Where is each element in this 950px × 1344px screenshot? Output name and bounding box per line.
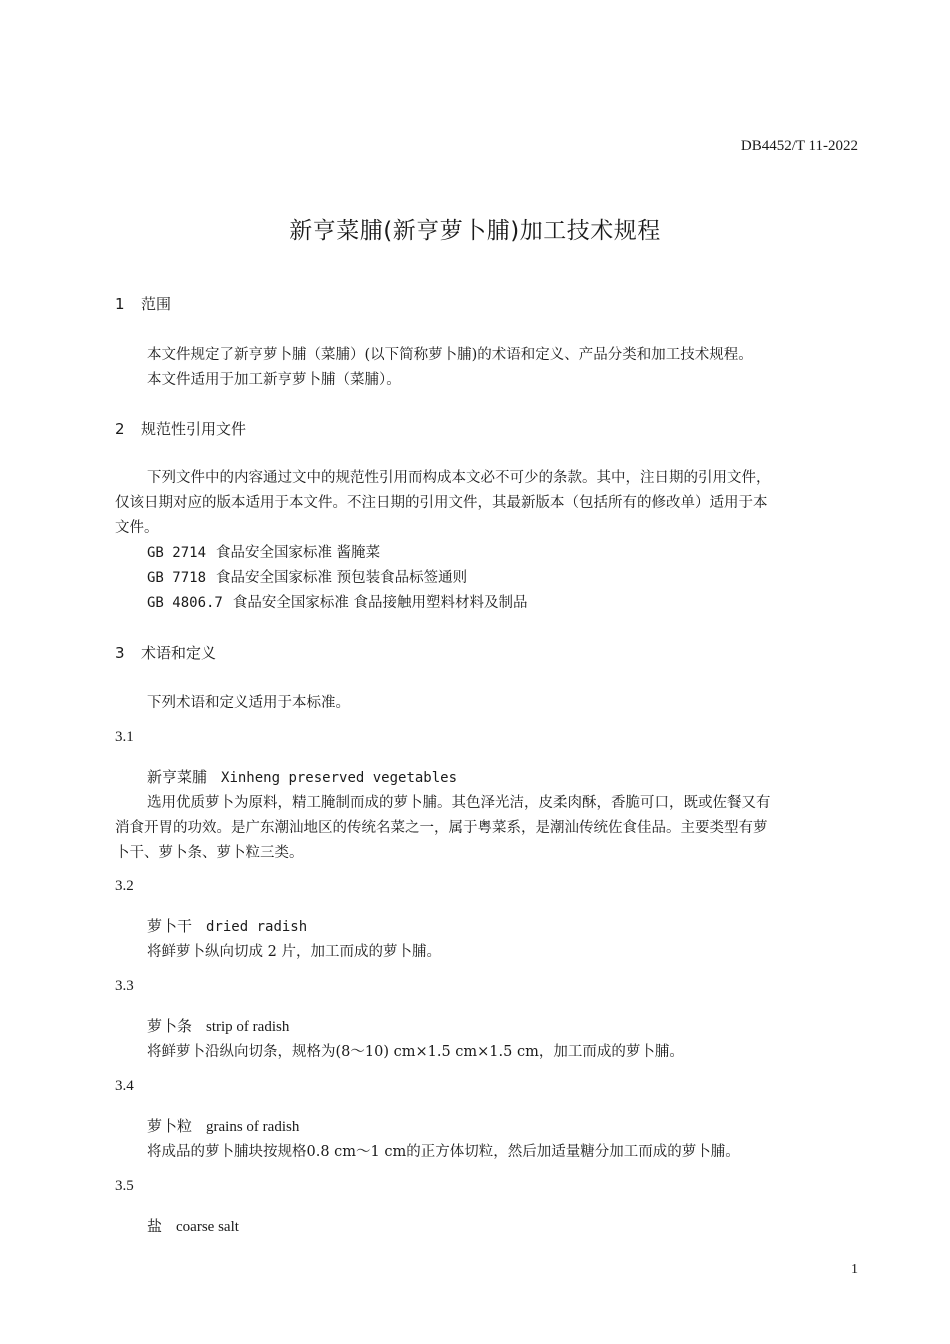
term-en: coarse salt (176, 1219, 239, 1235)
term-en: grains of radish (206, 1119, 300, 1135)
term-number: 3.4 (115, 1078, 134, 1094)
section-2-para-line-1: 下列文件中的内容通过文中的规范性引用而构成本文必不可少的条款。其中，注日期的引用文件， (147, 470, 771, 486)
section-3-intro: 下列术语和定义适用于本标准。 (147, 695, 350, 711)
term-number: 3.2 (115, 878, 134, 894)
section-1-line-1: 本文件规定了新亨萝卜脯（菜脯）(以下简称萝卜脯)的术语和定义、产品分类和加工技术规程。 (147, 347, 753, 363)
section-title: 范围 (141, 295, 172, 313)
term-cn: 萝卜粒 (147, 1117, 193, 1135)
reference-name: 食品安全国家标准 酱腌菜 (216, 545, 381, 561)
reference-code: GB 2714 (147, 545, 207, 561)
term-en: Xinheng preserved vegetables (221, 770, 458, 786)
section-title: 规范性引用文件 (141, 420, 247, 438)
term-definition-line: 将鲜萝卜沿纵向切条，规格为(8～10) cm×1.5 cm×1.5 cm，加工而成的萝卜脯。 (147, 1044, 684, 1060)
section-title: 术语和定义 (141, 644, 217, 662)
term-definition-line: 消食开胃的功效。是广东潮汕地区的传统名菜之一，属于粤菜系，是潮汕传统佐食佳品。主要类型有萝 (115, 820, 768, 836)
term-definition-line: 将鲜萝卜纵向切成 2 片，加工而成的萝卜脯。 (147, 944, 441, 960)
term-definition-line: 选用优质萝卜为原料，精工腌制而成的萝卜脯。其色泽光洁，皮柔肉酥，香脆可口，既或佐餐又有 (147, 795, 771, 811)
section-1-line-2: 本文件适用于加工新亨萝卜脯（菜脯）。 (147, 372, 401, 388)
term-heading (147, 915, 307, 936)
reference-code: GB 4806.7 (147, 595, 223, 611)
reference-item (147, 591, 527, 612)
term-cn: 萝卜条 (147, 1017, 193, 1035)
term-number: 3.5 (115, 1178, 134, 1194)
term-en: dried radish (206, 919, 308, 935)
document-number: DB4452/T 11-2022 (740, 138, 858, 154)
document-title: 新亨菜脯(新亨萝卜脯)加工技术规程 (289, 218, 661, 244)
term-cn: 盐 (147, 1217, 163, 1235)
term-cn: 萝卜干 (147, 917, 193, 935)
page-number: 1 (851, 1262, 858, 1277)
section-2-para-line-3: 文件。 (115, 520, 159, 536)
reference-name: 食品安全国家标准 预包装食品标签通则 (216, 570, 468, 586)
reference-code: GB 7718 (147, 570, 207, 586)
term-definition-line: 卜干、萝卜条、萝卜粒三类。 (115, 845, 304, 861)
section-1-heading (115, 293, 171, 314)
reference-item (147, 566, 467, 587)
term-heading (147, 1215, 239, 1236)
section-3-heading (115, 642, 216, 663)
term-number: 3.1 (115, 729, 134, 745)
term-cn: 新亨菜脯 (147, 768, 208, 786)
section-number: 1 (115, 295, 125, 313)
section-2-heading (115, 418, 246, 439)
term-heading (147, 766, 457, 787)
term-number: 3.3 (115, 978, 134, 994)
term-heading (147, 1015, 289, 1036)
section-number: 3 (115, 644, 125, 662)
section-number: 2 (115, 420, 125, 438)
term-definition-line: 将成品的萝卜脯块按规格0.8 cm～1 cm的正方体切粒，然后加适量糖分加工而成的萝卜脯。 (147, 1144, 740, 1160)
reference-item (147, 541, 380, 562)
term-heading (147, 1115, 299, 1136)
term-en: strip of radish (206, 1019, 290, 1035)
reference-name: 食品安全国家标准 食品接触用塑料材料及制品 (232, 595, 528, 611)
section-2-para-line-2: 仅该日期对应的版本适用于本文件。不注日期的引用文件，其最新版本（包括所有的修改单）适用于本 (115, 495, 768, 511)
